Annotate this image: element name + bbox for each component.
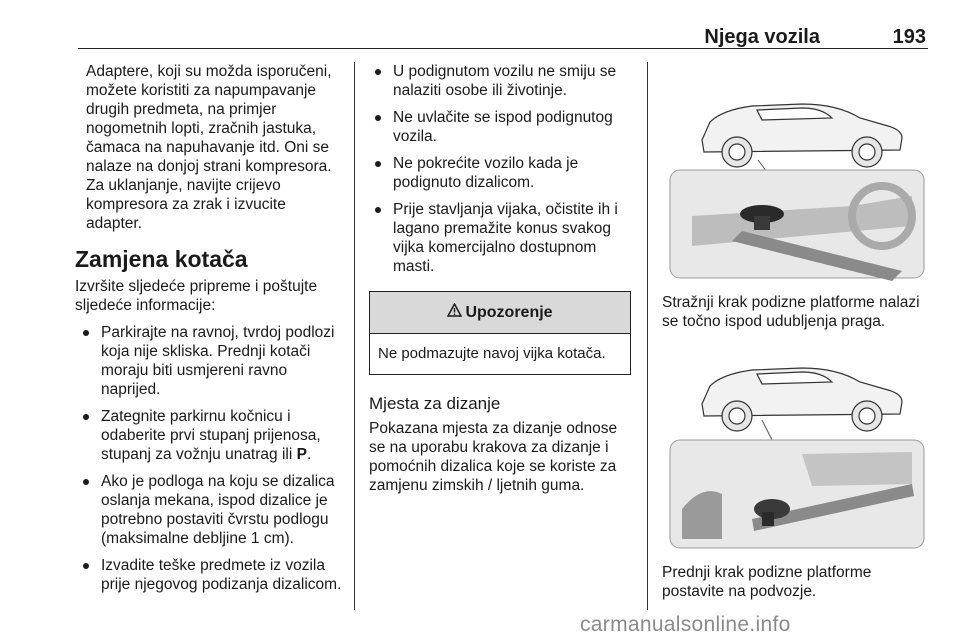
- subsection-heading: Mjesta za dizanje: [369, 394, 501, 413]
- list-item-text: Zategnite parkirnu kočnicu i odaberite prvi stupanj prijenosa, stupanj za vožnju unatrag ili: [101, 408, 321, 463]
- rear-figure-caption: Stražnji krak podizne platforme nalazi se točno ispod udubljenja praga.: [662, 294, 920, 330]
- front-figure-caption: Prednji krak podizne platforme postavite na podvozje.: [662, 564, 872, 600]
- warning-text: Ne podmazujte navoj vijka kotača.: [378, 345, 606, 362]
- lifting-points-paragraph: Pokazana mjesta za dizanje odnose se na uporabu krakova za dizanje i pomoćnih dizalica koje se koriste za zamjenu zimskih / ljetnih guma.: [369, 420, 618, 494]
- list-item: [75, 407, 343, 464]
- page-number: 193: [892, 26, 926, 48]
- list-item: Ako je podloga na koju se dizalica oslanja mekana, ispod dizalice je potrebno postaviti čvrstu podlogu (maksimalne debljine 1 cm).: [75, 472, 343, 548]
- car-illustration: [702, 368, 902, 431]
- intro-paragraph: Adaptere, koji su možda isporučeni, možete koristiti za napumpavanje drugih predmeta, na primjer nogometnih lopti, zračnih jastuka, čamaca na napuhavanje itd. Oni se nalaze na donjoj strani kompresora. Za uklanjanje, navijte crijevo kompresora za zrak i izvucite adapter.: [86, 63, 332, 232]
- column-left: [75, 62, 343, 594]
- list-item: Ne uvlačite se ispod podignutog vozila.: [369, 108, 636, 146]
- page-header: [78, 22, 928, 49]
- list-item: Izvadite teške predmete iz vozila prije njegovog podizanja dizalicom.: [75, 556, 343, 594]
- list-item: U podignutom vozilu ne smiju se nalaziti osobe ili životinje.: [369, 62, 636, 100]
- column-divider: [647, 62, 648, 610]
- warning-box: [369, 291, 631, 375]
- list-item-end: .: [306, 446, 312, 463]
- warning-title: Upozorenje: [465, 304, 553, 321]
- section-title: Njega vozila: [704, 26, 820, 48]
- column-middle: [369, 62, 636, 495]
- warning-triangle-icon: [447, 292, 462, 333]
- front-lift-point-figure: [662, 334, 927, 552]
- list-item: Prije stavljanja vijaka, očistite ih i lagano premažite konus svakog vijka komercijalno dostupnom masti.: [369, 200, 636, 276]
- safety-list: [369, 62, 636, 276]
- preparation-list: [75, 323, 343, 594]
- warning-title-bar: [370, 292, 630, 334]
- list-item: Parkirajte na ravnoj, tvrdoj podlozi koja nije skliska. Prednji kotači moraju biti usmjereni ravno naprijed.: [75, 323, 343, 399]
- list-item: Ne pokrećite vozilo kada je podignuto dizalicom.: [369, 154, 636, 192]
- column-divider: [354, 62, 355, 610]
- lead-paragraph: Izvršite sljedeće pripreme i poštujte sljedeće informacije:: [75, 278, 318, 314]
- section-heading: Zamjena kotača: [75, 246, 248, 272]
- car-illustration: [702, 104, 902, 167]
- rear-lift-point-figure: [662, 66, 927, 281]
- gear-symbol: P: [296, 446, 307, 463]
- watermark: carmanualsonline.info: [580, 613, 791, 636]
